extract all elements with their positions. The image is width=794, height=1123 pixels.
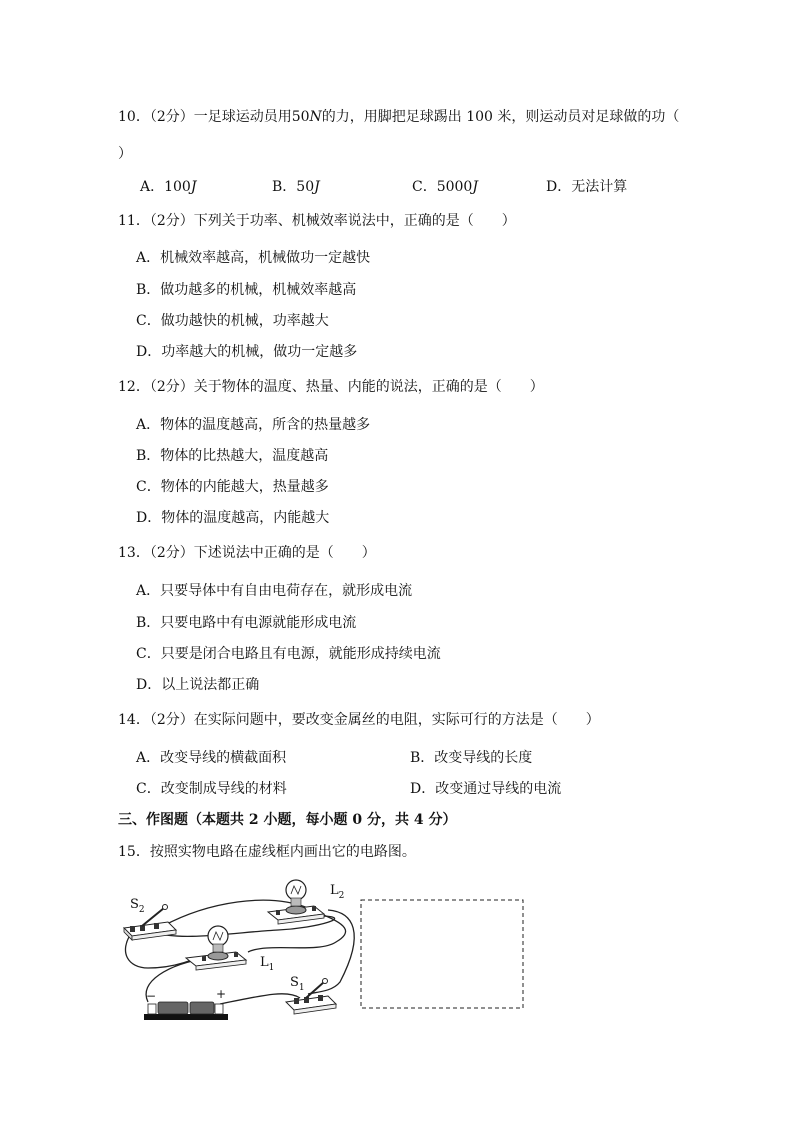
option-11-a[interactable]: A．机械效率越高，机械做功一定越快	[136, 250, 371, 266]
question-10-stem-continued: ）	[118, 146, 132, 162]
question-12-stem: 12．（2分）关于物体的温度、热量、内能的说法，正确的是（ ）	[118, 379, 544, 395]
battery-plus: +	[216, 987, 227, 1001]
option-14-c[interactable]: C．改变制成导线的材料	[136, 781, 287, 797]
question-10-text-a: 10．（2分）一足球运动员用50	[118, 109, 310, 125]
option-13-d[interactable]: D．以上说法都正确	[136, 677, 260, 693]
option-12-c[interactable]: C．物体的内能越大，热量越多	[136, 479, 329, 495]
option-14-a[interactable]: A．改变导线的横截面积	[136, 750, 287, 766]
option-10-a-label: A．100	[140, 179, 191, 195]
question-11-stem: 11．（2分）下列关于功率、机械效率说法中，正确的是（ ）	[118, 213, 516, 229]
circuit-svg	[118, 872, 538, 1032]
question-10-stem	[118, 108, 679, 126]
label-l1: $L_1$	[260, 955, 275, 973]
option-10-d[interactable]	[546, 178, 627, 196]
option-10-b-unit: J	[314, 179, 320, 195]
option-10-c-unit: J	[472, 179, 478, 195]
option-10-a-unit: J	[190, 179, 197, 195]
option-12-d[interactable]: D．物体的温度越高，内能越大	[136, 510, 330, 526]
option-14-b[interactable]: B．改变导线的长度	[410, 750, 533, 766]
wire-l2-s1	[308, 910, 354, 994]
lamp-l1	[186, 926, 246, 970]
option-14-d[interactable]: D．改变通过导线的电流	[410, 781, 562, 797]
option-10-d-label: D．无法计算	[546, 179, 628, 195]
option-11-d[interactable]: D．功率越大的机械，做功一定越多	[136, 344, 358, 360]
answer-box[interactable]	[361, 900, 523, 1008]
question-15-stem: 15．按照实物电路在虚线框内画出它的电路图。	[118, 844, 416, 860]
option-11-c[interactable]: C．做功越快的机械，功率越大	[136, 313, 329, 329]
battery-minus: −	[146, 989, 157, 1003]
option-13-b[interactable]: B．只要电路中有电源就能形成电流	[136, 615, 357, 631]
unit-newton: N	[309, 109, 322, 125]
battery	[144, 1002, 228, 1020]
option-13-c[interactable]: C．只要是闭合电路且有电源，就能形成持续电流	[136, 646, 441, 662]
label-s2: $S_2$	[130, 897, 145, 915]
circuit-figure	[118, 872, 538, 1032]
option-10-b[interactable]	[272, 178, 320, 196]
question-10-text-b: 的力，用脚把足球踢出 100 米，则运动员对足球做的功（	[321, 109, 680, 125]
question-13-stem: 13．（2分）下述说法中正确的是（ ）	[118, 545, 376, 561]
option-13-a[interactable]: A．只要导体中有自由电荷存在，就形成电流	[136, 583, 413, 599]
option-10-b-label: B．50	[272, 179, 315, 195]
option-11-b[interactable]: B．做功越多的机械，机械效率越高	[136, 282, 357, 298]
option-12-b[interactable]: B．物体的比热越大，温度越高	[136, 448, 329, 464]
label-s1: $S_1$	[290, 975, 305, 993]
option-10-a[interactable]	[140, 178, 196, 196]
option-12-a[interactable]: A．物体的温度越高，所含的热量越多	[136, 417, 371, 433]
lamp-l2	[268, 880, 324, 924]
label-l2: $L_2$	[330, 883, 345, 901]
option-10-c-label: C．5000	[412, 179, 473, 195]
option-10-c[interactable]	[412, 178, 478, 196]
section-3-heading: 三、作图题（本题共 2 小题，每小题 0 分，共 4 分）	[118, 812, 457, 828]
question-14-stem: 14．（2分）在实际问题中，要改变金属丝的电阻，实际可行的方法是（ ）	[118, 712, 600, 728]
